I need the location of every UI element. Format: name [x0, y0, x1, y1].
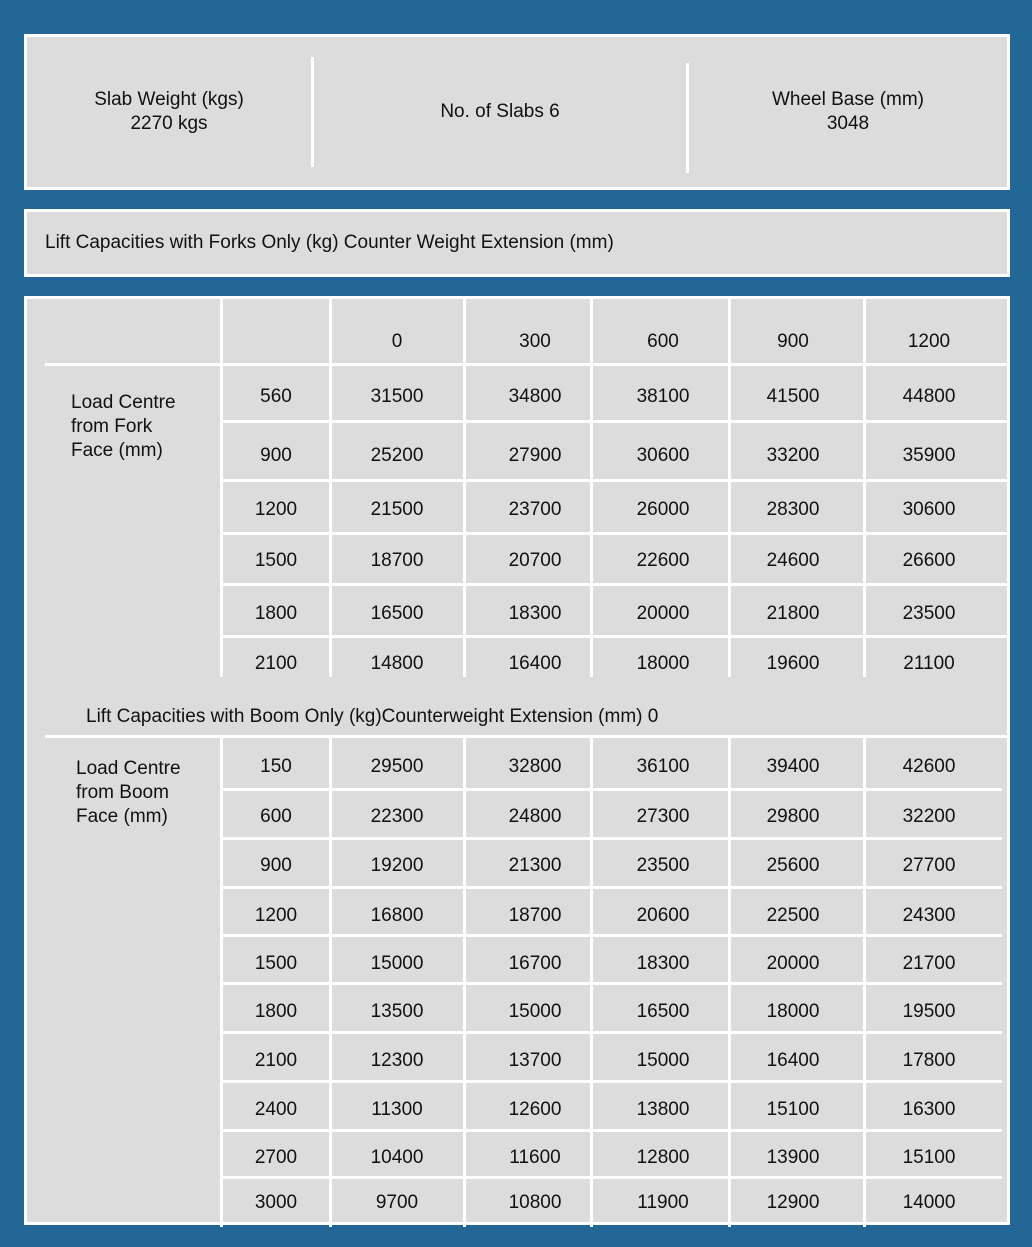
table-cell: 19500 [902, 1001, 956, 1022]
table-cell: 18300 [508, 603, 562, 624]
table-cell: 600 [647, 331, 679, 352]
table-cell: 15100 [766, 1099, 820, 1120]
boom-title: Lift Capacities with Boom Only (kg)Counterweight Extension (mm) 0 [86, 706, 659, 727]
column-divider [863, 737, 866, 1227]
table-cell: 2400 [254, 1099, 298, 1120]
table-cell: 1500 [254, 550, 298, 571]
table-cell: 11600 [509, 1147, 561, 1168]
table-cell: 9700 [375, 1192, 419, 1213]
table-cell: 300 [519, 331, 551, 352]
table-cell: 15000 [370, 953, 424, 974]
column-divider [220, 737, 223, 1227]
table-cell: 17800 [902, 1050, 956, 1071]
slab-weight-value: 2270 kgs [130, 113, 208, 134]
table-cell: 12900 [766, 1192, 820, 1213]
table-cell: 2700 [254, 1147, 298, 1168]
capacity-tables-panel [24, 296, 1010, 1225]
table-cell: 21700 [902, 953, 956, 974]
column-divider [590, 299, 593, 677]
table-cell: 20600 [636, 905, 690, 926]
row-divider [220, 635, 1007, 638]
slabs-cell [314, 37, 686, 187]
table-cell: 13900 [766, 1147, 820, 1168]
table-cell: 16300 [902, 1099, 956, 1120]
label-line: from Fork [71, 416, 153, 437]
row-divider [220, 583, 1007, 586]
table-cell: 16400 [766, 1050, 820, 1071]
table-cell: 1200 [907, 331, 951, 352]
table-cell: 10400 [370, 1147, 424, 1168]
table-cell: 15100 [902, 1147, 956, 1168]
column-divider [463, 737, 466, 1227]
table-cell: 29800 [766, 806, 820, 827]
table-cell: 39400 [766, 756, 820, 777]
table-cell: 21500 [370, 499, 424, 520]
table-cell: 21300 [508, 855, 562, 876]
table-cell: 1500 [254, 953, 298, 974]
table-cell: 42600 [902, 756, 956, 777]
row-divider [220, 532, 1007, 535]
table-cell: 560 [260, 386, 292, 407]
table-cell: 900 [777, 331, 809, 352]
row-divider [220, 1176, 1002, 1179]
table-cell: 150 [260, 756, 292, 777]
table-cell: 33200 [766, 445, 820, 466]
label-line: Face (mm) [76, 806, 168, 827]
table-cell: 22600 [636, 550, 690, 571]
table-cell: 26600 [902, 550, 956, 571]
table-cell: 35900 [902, 445, 956, 466]
table-cell: 24300 [902, 905, 956, 926]
table-cell: 19200 [370, 855, 424, 876]
wheel-base-cell [689, 37, 1007, 187]
boom-load-centre-label [76, 757, 181, 829]
table-cell: 12800 [636, 1147, 690, 1168]
table-cell: 12600 [508, 1099, 562, 1120]
table-cell: 1200 [254, 499, 298, 520]
table-cell: 20000 [766, 953, 820, 974]
table-cell: 25600 [766, 855, 820, 876]
forks-title: Lift Capacities with Forks Only (kg) Counter Weight Extension (mm) [45, 232, 614, 253]
table-cell: 1800 [254, 603, 298, 624]
table-cell: 31500 [370, 386, 424, 407]
table-cell: 10800 [508, 1192, 562, 1213]
table-cell: 15000 [508, 1001, 562, 1022]
table-cell: 20000 [636, 603, 690, 624]
column-divider [463, 299, 466, 677]
label-line: Load Centre [71, 392, 176, 413]
column-divider [728, 737, 731, 1227]
wheel-base-label: Wheel Base (mm) [771, 89, 925, 110]
table-cell: 23700 [508, 499, 562, 520]
table-cell: 27700 [902, 855, 956, 876]
table-cell: 38100 [636, 386, 690, 407]
table-cell: 1200 [254, 905, 298, 926]
row-divider [220, 788, 1002, 791]
table-cell: 1800 [254, 1001, 298, 1022]
table-cell: 15000 [636, 1050, 690, 1071]
row-divider [220, 837, 1002, 840]
table-cell: 16400 [508, 653, 562, 674]
table-cell: 900 [260, 445, 292, 466]
row-divider [220, 1129, 1002, 1132]
table-cell: 22500 [766, 905, 820, 926]
table-cell: 24800 [508, 806, 562, 827]
table-cell: 44800 [902, 386, 956, 407]
forks-title-banner [24, 209, 1010, 277]
table-cell: 900 [260, 855, 292, 876]
table-cell: 13800 [636, 1099, 690, 1120]
table-cell: 25200 [370, 445, 424, 466]
column-divider [329, 299, 332, 677]
column-divider [220, 299, 223, 677]
table-cell: 16700 [508, 953, 562, 974]
table-cell: 32800 [508, 756, 562, 777]
table-cell: 18700 [370, 550, 424, 571]
table-cell: 14800 [370, 653, 424, 674]
table-cell: 12300 [370, 1050, 424, 1071]
slabs-label: No. of Slabs 6 [440, 101, 560, 122]
table-cell: 0 [391, 331, 403, 352]
table-cell: 21800 [766, 603, 820, 624]
column-divider [728, 299, 731, 677]
row-divider [220, 982, 1002, 985]
row-divider [220, 420, 1007, 423]
column-divider [329, 737, 332, 1227]
table-cell: 11300 [371, 1099, 423, 1120]
table-cell: 34800 [508, 386, 562, 407]
wheel-base-value: 3048 [826, 113, 870, 134]
table-cell: 16500 [636, 1001, 690, 1022]
table-cell: 22300 [370, 806, 424, 827]
table-cell: 600 [260, 806, 292, 827]
table-cell: 32200 [902, 806, 956, 827]
slab-weight-label: Slab Weight (kgs) [94, 89, 244, 110]
table-cell: 28300 [766, 499, 820, 520]
row-divider [220, 1080, 1002, 1083]
column-divider [590, 737, 593, 1227]
label-line: Face (mm) [71, 440, 163, 461]
table-cell: 36100 [636, 756, 690, 777]
summary-panel [24, 34, 1010, 190]
table-cell: 2100 [254, 1050, 298, 1071]
table-cell: 16500 [370, 603, 424, 624]
table-cell: 41500 [766, 386, 820, 407]
table-cell: 11900 [637, 1192, 689, 1213]
table-cell: 16800 [370, 905, 424, 926]
table-cell: 2100 [254, 653, 298, 674]
table-cell: 13700 [508, 1050, 562, 1071]
table-cell: 3000 [254, 1192, 298, 1213]
table-cell: 29500 [370, 756, 424, 777]
slab-weight-cell [27, 37, 311, 187]
table-cell: 23500 [636, 855, 690, 876]
table-cell: 18000 [766, 1001, 820, 1022]
table-cell: 18000 [636, 653, 690, 674]
table-cell: 26000 [636, 499, 690, 520]
column-divider [863, 299, 866, 677]
table-cell: 30600 [636, 445, 690, 466]
forks-load-centre-label [71, 391, 176, 463]
row-divider [220, 479, 1007, 482]
table-cell: 23500 [902, 603, 956, 624]
table-cell: 20700 [508, 550, 562, 571]
table-cell: 27900 [508, 445, 562, 466]
row-divider [220, 886, 1002, 889]
table-cell: 18700 [508, 905, 562, 926]
table-cell: 24600 [766, 550, 820, 571]
table-cell: 19600 [766, 653, 820, 674]
label-line: Load Centre [76, 758, 181, 779]
table-cell: 18300 [636, 953, 690, 974]
table-cell: 14000 [902, 1192, 956, 1213]
row-divider [220, 1031, 1002, 1034]
label-line: from Boom [76, 782, 169, 803]
table-cell: 21100 [903, 653, 955, 674]
table-cell: 30600 [902, 499, 956, 520]
table-cell: 13500 [370, 1001, 424, 1022]
table-cell: 27300 [636, 806, 690, 827]
row-divider [220, 934, 1002, 937]
